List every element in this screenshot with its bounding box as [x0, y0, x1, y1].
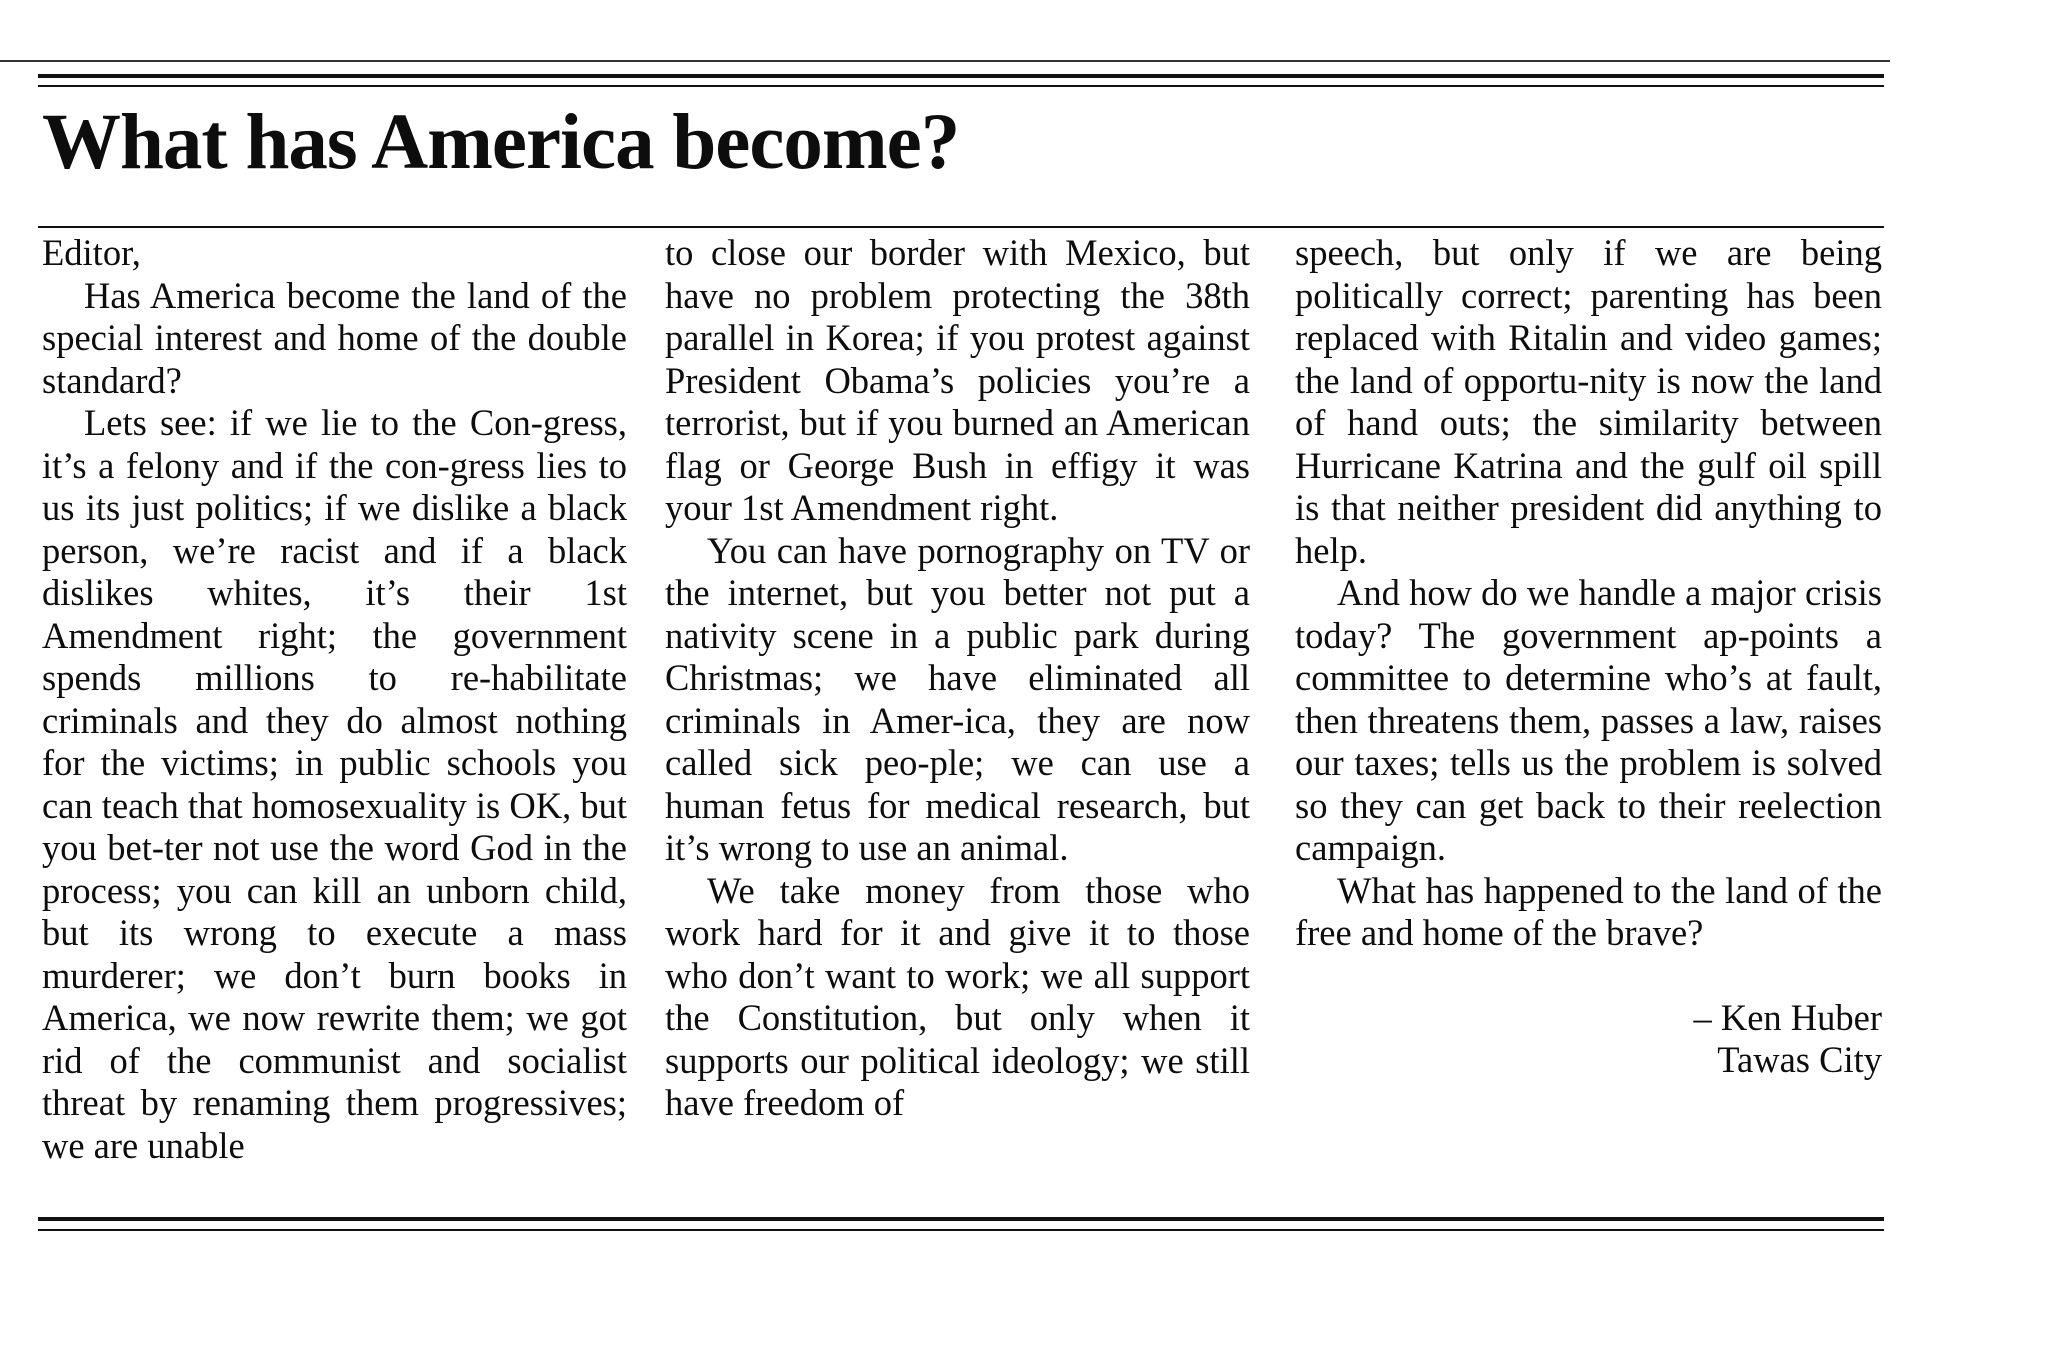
- column-2: [665, 232, 1250, 1125]
- paragraph-2-cont: to close our border with Mexico, but have no problem protecting the 38th parallel in Korea; if you protest against President Obama’s policies you’re a terrorist, but if you burned an American flag or George Bush in effigy it was your 1st Amendment right.: [665, 232, 1250, 528]
- paragraph-6: What has happened to the land of the free and home of the brave?: [1295, 869, 1882, 953]
- top-rule-second: [38, 85, 1884, 87]
- column-1: [42, 232, 627, 1167]
- paragraph-2-start: Lets see: if we lie to the Con-gress, it’s a felony and if the con-gress lies to us its just politics; if we dislike a black person, we’re racist and if a black dislikes whites, it’s their 1st Amendment right; the government spends millions to re-habilitate criminals and they do almost nothing for the victims; in public schools you can teach that homosexuality is OK, but you bet-ter not use the word God in the process; you can kill an unborn child, but its wrong to execute a mass murderer; we don’t burn books in America, we now rewrite them; we got rid of the communist and socialist threat by renaming them progressives; we are unable: [42, 402, 627, 1166]
- paragraph-5: And how do we handle a major crisis today? The government ap-points a committee to determine who’s at fault, then threatens them, passes a law, raises our taxes; tells us the problem is solved so they can get back to their reelection campaign.: [1295, 572, 1882, 868]
- headline-rule: [38, 226, 1884, 228]
- top-rule-thin: [0, 60, 1890, 62]
- signature-name: – Ken Huber: [1693, 996, 1882, 1038]
- top-rule-thick: [38, 74, 1884, 78]
- column-3: [1295, 232, 1882, 1082]
- salutation: Editor,: [42, 232, 141, 273]
- signature-location: Tawas City: [1717, 1039, 1882, 1080]
- paragraph-4-start: We take money from those who work hard for it and give it to those who don’t want to work; we all support the Constitution, but only when it supports our political ideology; we still have freedom of: [665, 869, 1250, 1123]
- bottom-rule-second: [38, 1229, 1884, 1231]
- paragraph-3: You can have pornography on TV or the internet, but you better not put a nativity scene in a public park during Christmas; we have eliminated all criminals in Amer-ica, they are now called sick peo-ple; we can use a human fetus for medical research, but it’s wrong to use an animal.: [665, 529, 1250, 868]
- paragraph-4-cont: speech, but only if we are being politically correct; parenting has been replaced with Ritalin and video games; the land of opportu-nity is now the land of hand outs; the similarity between Hurricane Katrina and the gulf oil spill is that neither president did anything to help.: [1295, 232, 1882, 571]
- headline: What has America become?: [42, 99, 960, 186]
- paragraph-1: Has America become the land of the special interest and home of the double standard?: [42, 274, 627, 401]
- signature: [1295, 997, 1882, 1082]
- bottom-rule-thick: [38, 1217, 1884, 1221]
